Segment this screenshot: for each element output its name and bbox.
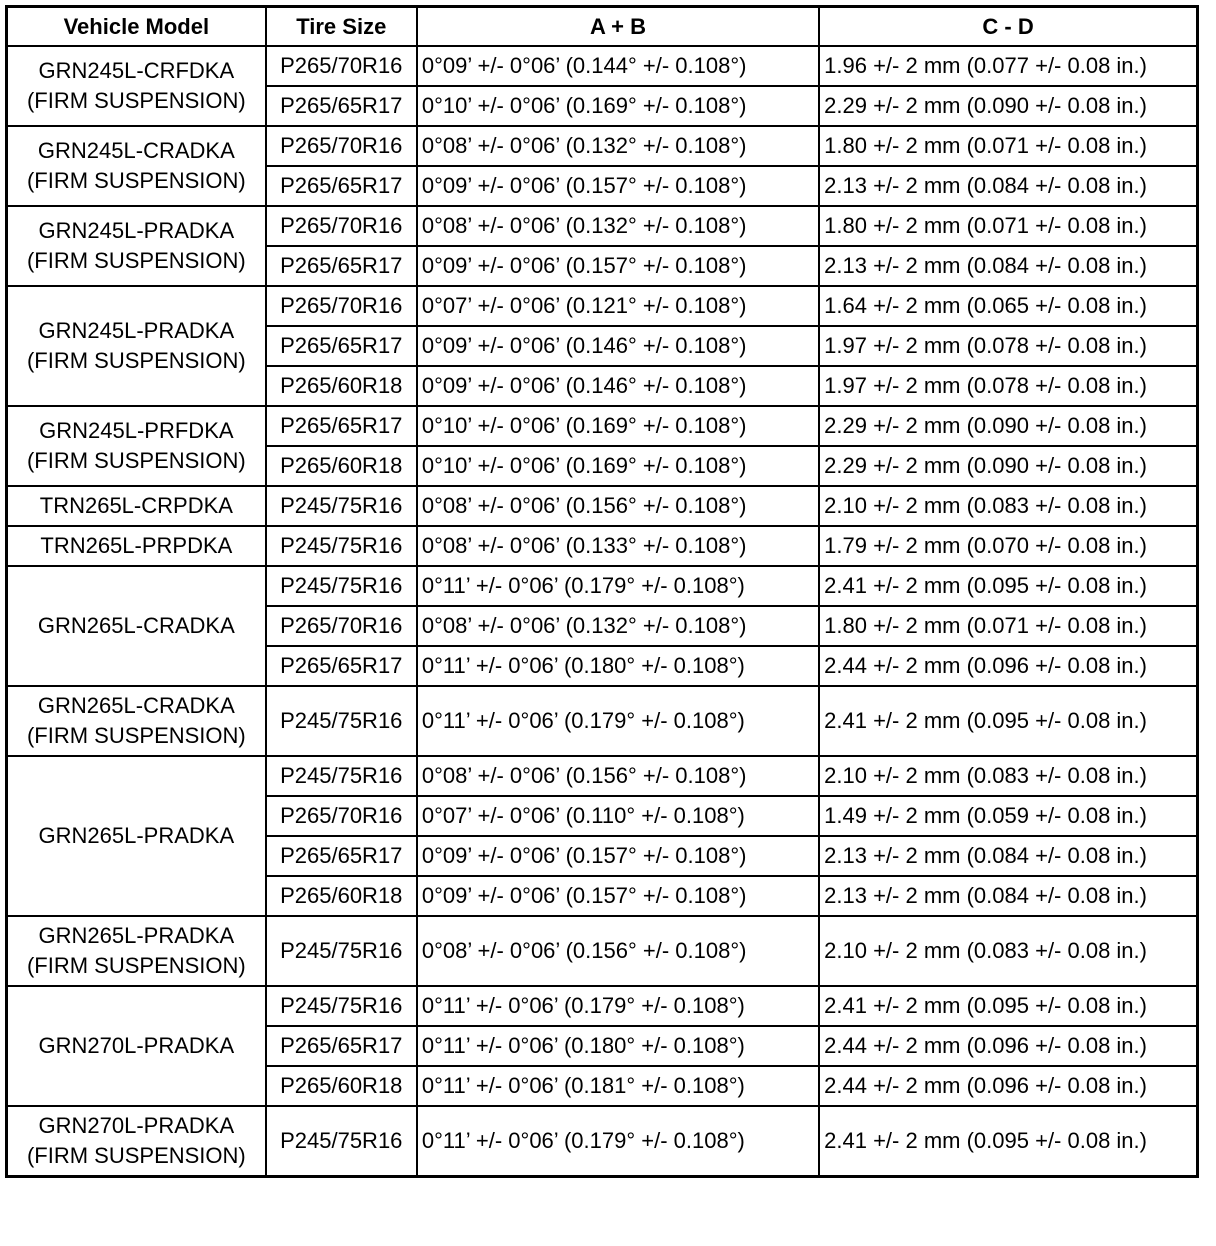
a-plus-b-cell: 0°08’ +/- 0°06’ (0.156° +/- 0.108°) — [417, 486, 819, 526]
vehicle-model-code: GRN245L-CRADKA — [37, 138, 235, 163]
c-minus-d-cell: 1.96 +/- 2 mm (0.077 +/- 0.08 in.) — [819, 46, 1197, 86]
a-plus-b-cell: 0°11’ +/- 0°06’ (0.179° +/- 0.108°) — [417, 566, 819, 606]
a-plus-b-cell: 0°09’ +/- 0°06’ (0.157° +/- 0.108°) — [417, 876, 819, 916]
suspension-note: (FIRM SUSPENSION) — [26, 723, 246, 748]
suspension-note: (FIRM SUSPENSION) — [26, 248, 246, 273]
header-a-plus-b: A + B — [417, 7, 819, 47]
suspension-note: (FIRM SUSPENSION) — [26, 348, 246, 373]
vehicle-model-cell — [7, 206, 266, 286]
tire-size-cell: P245/75R16 — [266, 916, 417, 986]
a-plus-b-cell: 0°09’ +/- 0°06’ (0.157° +/- 0.108°) — [417, 246, 819, 286]
suspension-note: (FIRM SUSPENSION) — [26, 168, 246, 193]
c-minus-d-cell: 2.10 +/- 2 mm (0.083 +/- 0.08 in.) — [819, 916, 1197, 986]
table-row — [7, 486, 1198, 526]
a-plus-b-cell: 0°08’ +/- 0°06’ (0.132° +/- 0.108°) — [417, 606, 819, 646]
c-minus-d-cell: 2.13 +/- 2 mm (0.084 +/- 0.08 in.) — [819, 166, 1197, 206]
a-plus-b-cell: 0°11’ +/- 0°06’ (0.179° +/- 0.108°) — [417, 1106, 819, 1177]
vehicle-model-cell — [7, 916, 266, 986]
vehicle-model-code: GRN270L-PRADKA — [38, 1113, 235, 1138]
a-plus-b-cell: 0°08’ +/- 0°06’ (0.132° +/- 0.108°) — [417, 126, 819, 166]
c-minus-d-cell: 2.44 +/- 2 mm (0.096 +/- 0.08 in.) — [819, 646, 1197, 686]
c-minus-d-cell: 2.44 +/- 2 mm (0.096 +/- 0.08 in.) — [819, 1026, 1197, 1066]
c-minus-d-cell: 2.41 +/- 2 mm (0.095 +/- 0.08 in.) — [819, 1106, 1197, 1177]
a-plus-b-cell: 0°09’ +/- 0°06’ (0.144° +/- 0.108°) — [417, 46, 819, 86]
tire-size-cell: P245/75R16 — [266, 566, 417, 606]
vehicle-model-code: GRN270L-PRADKA — [38, 1033, 235, 1058]
c-minus-d-cell: 2.29 +/- 2 mm (0.090 +/- 0.08 in.) — [819, 406, 1197, 446]
tire-size-cell: P265/70R16 — [266, 126, 417, 166]
tire-size-cell: P245/75R16 — [266, 686, 417, 756]
c-minus-d-cell: 1.80 +/- 2 mm (0.071 +/- 0.08 in.) — [819, 606, 1197, 646]
tire-size-cell: P265/65R17 — [266, 326, 417, 366]
c-minus-d-cell: 2.13 +/- 2 mm (0.084 +/- 0.08 in.) — [819, 836, 1197, 876]
tire-size-cell: P265/70R16 — [266, 46, 417, 86]
table-row — [7, 206, 1198, 246]
table-row — [7, 566, 1198, 606]
tire-size-cell: P265/65R17 — [266, 166, 417, 206]
vehicle-model-cell — [7, 46, 266, 126]
tire-size-cell: P265/65R17 — [266, 246, 417, 286]
c-minus-d-cell: 2.10 +/- 2 mm (0.083 +/- 0.08 in.) — [819, 756, 1197, 796]
a-plus-b-cell: 0°10’ +/- 0°06’ (0.169° +/- 0.108°) — [417, 406, 819, 446]
vehicle-model-cell — [7, 1106, 266, 1177]
tire-size-cell: P265/60R18 — [266, 366, 417, 406]
header-row — [7, 7, 1198, 47]
table-row — [7, 126, 1198, 166]
a-plus-b-cell: 0°08’ +/- 0°06’ (0.133° +/- 0.108°) — [417, 526, 819, 566]
a-plus-b-cell: 0°09’ +/- 0°06’ (0.146° +/- 0.108°) — [417, 366, 819, 406]
tire-size-cell: P265/60R18 — [266, 876, 417, 916]
table-row — [7, 756, 1198, 796]
c-minus-d-cell: 1.80 +/- 2 mm (0.071 +/- 0.08 in.) — [819, 126, 1197, 166]
tire-size-cell: P265/65R17 — [266, 836, 417, 876]
c-minus-d-cell: 2.29 +/- 2 mm (0.090 +/- 0.08 in.) — [819, 86, 1197, 126]
vehicle-model-cell — [7, 286, 266, 406]
c-minus-d-cell: 1.97 +/- 2 mm (0.078 +/- 0.08 in.) — [819, 326, 1197, 366]
a-plus-b-cell: 0°11’ +/- 0°06’ (0.180° +/- 0.108°) — [417, 646, 819, 686]
tire-size-cell: P245/75R16 — [266, 756, 417, 796]
vehicle-model-cell — [7, 126, 266, 206]
c-minus-d-cell: 2.41 +/- 2 mm (0.095 +/- 0.08 in.) — [819, 566, 1197, 606]
tire-size-cell: P265/70R16 — [266, 796, 417, 836]
c-minus-d-cell: 1.97 +/- 2 mm (0.078 +/- 0.08 in.) — [819, 366, 1197, 406]
header-tire-size: Tire Size — [266, 7, 417, 47]
header-c-minus-d: C - D — [819, 7, 1197, 47]
tire-size-cell: P265/70R16 — [266, 286, 417, 326]
c-minus-d-cell: 1.79 +/- 2 mm (0.070 +/- 0.08 in.) — [819, 526, 1197, 566]
a-plus-b-cell: 0°10’ +/- 0°06’ (0.169° +/- 0.108°) — [417, 446, 819, 486]
c-minus-d-cell: 2.41 +/- 2 mm (0.095 +/- 0.08 in.) — [819, 686, 1197, 756]
a-plus-b-cell: 0°09’ +/- 0°06’ (0.157° +/- 0.108°) — [417, 166, 819, 206]
a-plus-b-cell: 0°07’ +/- 0°06’ (0.121° +/- 0.108°) — [417, 286, 819, 326]
c-minus-d-cell: 2.44 +/- 2 mm (0.096 +/- 0.08 in.) — [819, 1066, 1197, 1106]
vehicle-model-code: GRN265L-PRADKA — [38, 823, 235, 848]
vehicle-model-cell — [7, 756, 266, 916]
tire-size-cell: P265/70R16 — [266, 606, 417, 646]
table-row — [7, 526, 1198, 566]
a-plus-b-cell: 0°08’ +/- 0°06’ (0.156° +/- 0.108°) — [417, 916, 819, 986]
vehicle-model-cell — [7, 686, 266, 756]
a-plus-b-cell: 0°11’ +/- 0°06’ (0.179° +/- 0.108°) — [417, 986, 819, 1026]
vehicle-model-code: TRN265L-PRPDKA — [40, 533, 233, 558]
header-vehicle-model: Vehicle Model — [7, 7, 266, 47]
tire-size-cell: P265/65R17 — [266, 86, 417, 126]
tire-size-cell: P265/60R18 — [266, 446, 417, 486]
table-row — [7, 406, 1198, 446]
c-minus-d-cell: 2.29 +/- 2 mm (0.090 +/- 0.08 in.) — [819, 446, 1197, 486]
c-minus-d-cell: 1.64 +/- 2 mm (0.065 +/- 0.08 in.) — [819, 286, 1197, 326]
a-plus-b-cell: 0°07’ +/- 0°06’ (0.110° +/- 0.108°) — [417, 796, 819, 836]
a-plus-b-cell: 0°09’ +/- 0°06’ (0.157° +/- 0.108°) — [417, 836, 819, 876]
vehicle-model-cell — [7, 566, 266, 686]
tire-size-cell: P265/60R18 — [266, 1066, 417, 1106]
c-minus-d-cell: 1.49 +/- 2 mm (0.059 +/- 0.08 in.) — [819, 796, 1197, 836]
vehicle-model-code: TRN265L-CRPDKA — [39, 493, 233, 518]
suspension-note: (FIRM SUSPENSION) — [26, 88, 246, 113]
vehicle-model-code: GRN265L-CRADKA — [37, 693, 235, 718]
tire-size-cell: P265/65R17 — [266, 646, 417, 686]
vehicle-model-cell — [7, 986, 266, 1106]
table-row — [7, 686, 1198, 756]
table-row — [7, 46, 1198, 86]
table-row — [7, 286, 1198, 326]
vehicle-model-cell — [7, 486, 266, 526]
tire-size-cell: P265/65R17 — [266, 406, 417, 446]
a-plus-b-cell: 0°09’ +/- 0°06’ (0.146° +/- 0.108°) — [417, 326, 819, 366]
tire-size-cell: P265/65R17 — [266, 1026, 417, 1066]
c-minus-d-cell: 2.13 +/- 2 mm (0.084 +/- 0.08 in.) — [819, 876, 1197, 916]
vehicle-model-code: GRN265L-PRADKA — [38, 923, 235, 948]
a-plus-b-cell: 0°11’ +/- 0°06’ (0.180° +/- 0.108°) — [417, 1026, 819, 1066]
table-row — [7, 986, 1198, 1026]
a-plus-b-cell: 0°11’ +/- 0°06’ (0.181° +/- 0.108°) — [417, 1066, 819, 1106]
tire-size-cell: P245/75R16 — [266, 486, 417, 526]
c-minus-d-cell: 2.41 +/- 2 mm (0.095 +/- 0.08 in.) — [819, 986, 1197, 1026]
c-minus-d-cell: 2.10 +/- 2 mm (0.083 +/- 0.08 in.) — [819, 486, 1197, 526]
vehicle-model-code: GRN265L-CRADKA — [37, 613, 235, 638]
tire-size-cell: P245/75R16 — [266, 1106, 417, 1177]
table-row — [7, 916, 1198, 986]
tire-size-cell: P265/70R16 — [266, 206, 417, 246]
table-row — [7, 1106, 1198, 1177]
a-plus-b-cell: 0°10’ +/- 0°06’ (0.169° +/- 0.108°) — [417, 86, 819, 126]
vehicle-model-code: GRN245L-PRFDKA — [39, 418, 234, 443]
table-body — [7, 46, 1198, 1177]
vehicle-model-cell — [7, 406, 266, 486]
c-minus-d-cell: 2.13 +/- 2 mm (0.084 +/- 0.08 in.) — [819, 246, 1197, 286]
suspension-note: (FIRM SUSPENSION) — [26, 448, 246, 473]
suspension-note: (FIRM SUSPENSION) — [26, 953, 246, 978]
vehicle-model-code: GRN245L-CRFDKA — [38, 58, 235, 83]
tire-size-cell: P245/75R16 — [266, 986, 417, 1026]
vehicle-model-code: GRN245L-PRADKA — [38, 218, 235, 243]
suspension-note: (FIRM SUSPENSION) — [26, 1143, 246, 1168]
vehicle-model-code: GRN245L-PRADKA — [38, 318, 235, 343]
vehicle-model-cell — [7, 526, 266, 566]
a-plus-b-cell: 0°08’ +/- 0°06’ (0.132° +/- 0.108°) — [417, 206, 819, 246]
tire-size-cell: P245/75R16 — [266, 526, 417, 566]
a-plus-b-cell: 0°11’ +/- 0°06’ (0.179° +/- 0.108°) — [417, 686, 819, 756]
c-minus-d-cell: 1.80 +/- 2 mm (0.071 +/- 0.08 in.) — [819, 206, 1197, 246]
alignment-spec-table — [5, 5, 1199, 1178]
table-header — [7, 7, 1198, 47]
a-plus-b-cell: 0°08’ +/- 0°06’ (0.156° +/- 0.108°) — [417, 756, 819, 796]
